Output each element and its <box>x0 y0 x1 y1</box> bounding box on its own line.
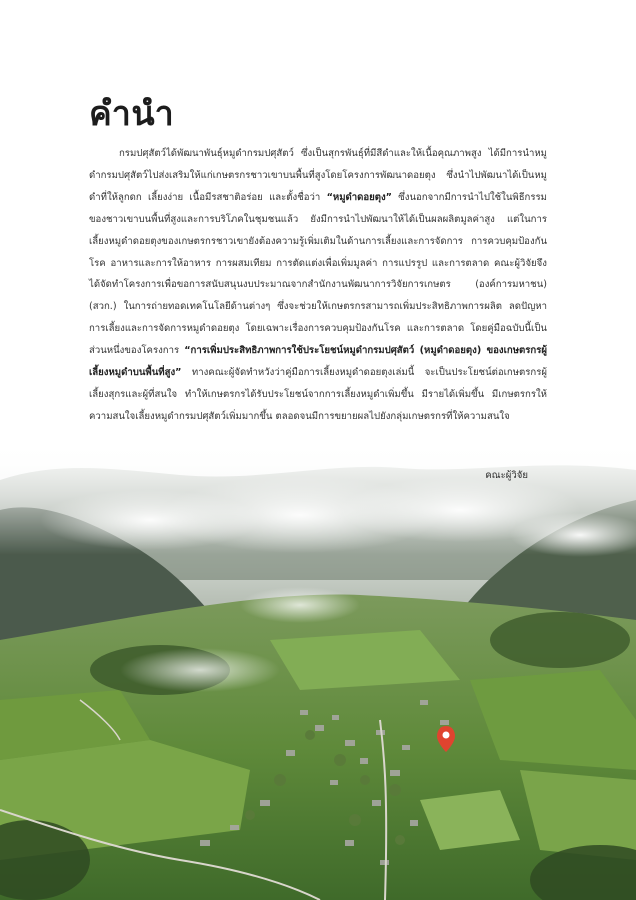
page-title: คำนำ <box>89 94 175 134</box>
author-signature: คณะผู้วิจัย <box>485 470 528 481</box>
paragraph-text: ทางคณะผู้จัดทำหวังว่าคู่มือการเลี้ยงหมูดำดอยตุงเล่มนี้ จะเป็นประโยชน์ต่อเกษตรกรผู้เลี้ยงสุกรและผู้ที่สนใจ ทำให้เกษตรกรได้รับประโยชน์จากการเลี้ยงหมูดำเพิ่มขึ้น มีรายได้เพิ่มขึ้น มีเกษตรกรให้ความสนใจเลี้ยงหมูดำกรมปศุสัตว์เพิ่มมากขึ้น ตลอดจนมีการขยายผลไปยังกลุ่มเกษตรกรที่ให้ความสนใจ <box>89 367 547 422</box>
aerial-valley-photo <box>0 440 636 900</box>
project-title-emphasis: “การเพิ่มประสิทธิภาพการใช้ประโยชน์หมูดำกรมปศุสัตว์ (หมูดำดอยตุง) ของเกษตรกรผู้เลี้ยงหมูดำบนพื้นที่สูง” <box>89 345 547 379</box>
paragraph-text: ซึ่งนอกจากมีการนำไปใช้ในพิธีกรรมของชาวเขาบนพื้นที่สูงและการบริโภคในชุมชนแล้ว ยังมีการนำไปพัฒนาให้ได้เป็นผลผลิตมูลค่าสูง แต่ในการเลี้ยงหมูดำดอยตุงของเกษตรกรชาวเขายังต้องความรู้เพิ่มเติมในด้านการเลี้ยงและการจัดการ การควบคุมป้องกันโรค อาหารและการให้อาหาร การผสมเทียม การตัดแต่งเพื่อเพิ่มมูลค่า การแปรรูป และการตลาด คณะผู้วิจัยจึงได้จัดทำโครงการเพื่อขอการสนับสนุนงบประมาณจากสำนักงานพัฒนาการวิจัยการเกษตร (องค์การมหาชน) (สวก.) ในการถ่ายทอดเทคโนโลยีด้านต่างๆ ซึ่งจะช่วยให้เกษตรกรสามารถเพิ่มประสิทธิภาพการผลิต ลดปัญหาการเลี้ยงและการจัดการหมูดำดอยตุง โดยเฉพาะเรื่องการควบคุมป้องกันโรค และการตลาด โดยคู่มือฉบับนี้เป็นส่วนหนึ่งของโครงการ <box>89 191 547 357</box>
product-name-emphasis: “หมูดำดอยตุง” <box>326 191 392 203</box>
paragraph-text: กรมปศุสัตว์ได้พัฒนาพันธุ์หมูดำกรมปศุสัตว์ ซึ่งเป็นสุกรพันธุ์ที่มีสีดำและให้เนื้อคุณภาพสูง ได้มีการนำหมูดำกรมปศุสัตว์ไปส่งเสริมให้แก่เกษตรกรชาวเขาบนพื้นที่สูงโดยโครงการพัฒนาดอยตุง ซึ่งนำไปพัฒนาได้เป็นหมูดำที่ให้ลูกดก เลี้ยงง่าย เนื้อมีรสชาติอร่อย และตั้งชื่อว่า <box>89 148 547 203</box>
preface-paragraph <box>89 143 547 428</box>
